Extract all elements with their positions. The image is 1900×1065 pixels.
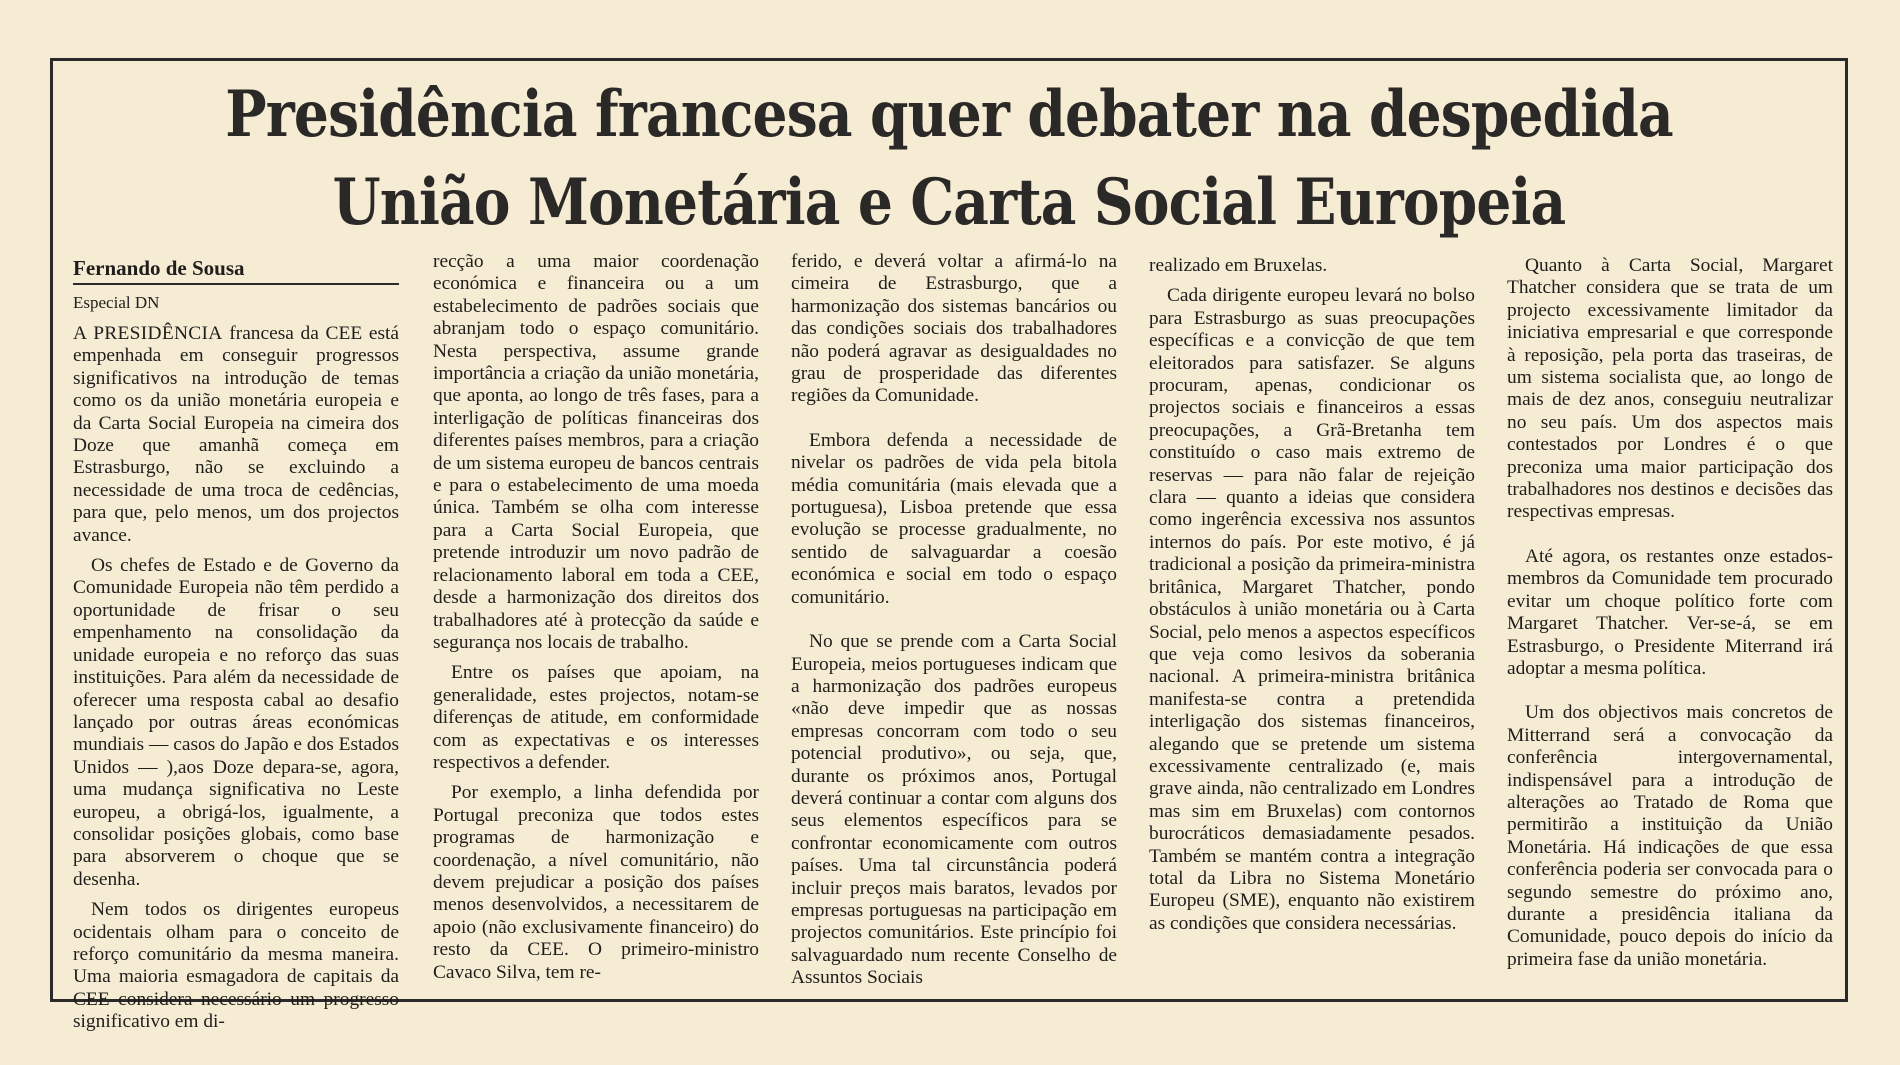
paragraph: ferido, e deverá voltar a afirmá-lo na cimeira de Estrasburgo, que a harmonização dos sistemas bancários ou das condições sociais dos trabalhadores não poderá agravar as desigualdades no grau de prosperidade das diferentes regiões da Comunidade.	[791, 251, 1117, 407]
column-4	[1149, 255, 1475, 995]
column-3	[791, 251, 1117, 991]
lead-caps: A PRESIDÊNCIA	[73, 323, 223, 344]
paragraph: Nem todos os dirigentes europeus ocidentais olham para o conceito de reforço comunitário da mesma maneira. Uma maioria esmagadora de capitais da CEE considera necessário um progresso significativo em di-	[73, 899, 399, 1033]
paragraph: Entre os países que apoiam, na generalidade, estes projectos, notam-se diferenças de atitude, em conformidade com as expectativas e os interesses respectivos a defender.	[433, 662, 759, 773]
column-2	[433, 251, 759, 991]
headline-line-1: Presidência francesa quer debater na despedida	[225, 77, 1673, 152]
paragraph: Embora defenda a necessidade de nivelar os padrões de vida pela bitola média comunitária (mais elevada que a portuguesa), Lisboa pretende que essa evolução se processe gradualmente, no sentido de salvaguardar a coesão económica e social em todo o espaço comunitário.	[791, 429, 1117, 608]
headline	[178, 71, 1719, 247]
paragraph: Os chefes de Estado e de Governo da Comunidade Europeia não têm perdido a oportunidade de frisar o seu empenhamento na consolidação da unidade europeia e no reforço das suas instituições. Para além da necessidade de oferecer uma resposta cabal ao desafio lançado por outras áreas económicas mundiais — casos do Japão e dos Estados Unidos — ),aos Doze depara-se, agora, uma mudança significativa no Leste europeu, a obrigá-los, igualmente, a consolidar posições globais, como base para absorverem o choque que se desenha.	[73, 555, 399, 890]
column-1	[73, 255, 399, 1033]
paragraph	[73, 323, 399, 547]
paragraph-text: francesa da CEE está empenhada em conseguir progressos significativos na introdução de temas como os da união monetária europeia e da Carta Social Europeia na cimeira dos Doze que amanhã começa em Estrasburgo, não se excluindo a necessidade de uma troca de cedências, para que, pelo menos, um dos projectos avance.	[73, 323, 399, 546]
newspaper-clipping	[50, 58, 1848, 1033]
paragraph: Um dos objectivos mais concretos de Mitterrand será a convocação da conferência intergovernamental, indispensável para a introdução de alterações ao Tratado de Roma que permitirão a instituição da União Monetária. Há indicações de que essa conferência poderia ser convocada para o segundo semestre do próximo ano, durante a presidência italiana da Comunidade, pouco depois do início da primeira fase da união monetária.	[1507, 702, 1833, 970]
paragraph: recção a uma maior coordenação económica e financeira ou a um estabelecimento de padrões sociais que abranjam todo o espaço comunitário. Nesta perspectiva, assume grande importância a criação da união monetária, que aponta, ao longo de três fases, para a interligação de políticas financeiras dos diferentes países membros, para a criação de um sistema europeu de bancos centrais e para o estabelecimento de uma moeda única. Também se olha com interesse para a Carta Social Europeia, que pretende introduzir um novo padrão de relacionamento laboral em toda a CEE, desde a harmonização dos direitos dos trabalhadores até à protecção da saúde e segurança nos locais de trabalho.	[433, 251, 759, 653]
paragraph: Cada dirigente europeu levará no bolso para Estrasburgo as suas preocupações específicas e a convicção de que tem eleitorados para satisfazer. Se alguns procuram, apenas, condicionar os projectos sociais e financeiros a essas preocupações, a Grã-Bretanha tem constituído o caso mais extremo de reservas — para não falar de rejeição clara — quanto a ideias que considera como ingerência excessiva nos assuntos internos do país. Por este motivo, é já tradicional a posição da primeira-ministra britânica, Margaret Thatcher, pondo obstáculos à união monetária ou à Carta Social, pelo menos a aspectos específicos que veja como lesivos da soberania nacional. A primeira-ministra britânica manifesta-se contra a pretendida interligação dos sistemas financeiros, alegando que se pretende um sistema excessivamente centralizado (e, mais grave ainda, não centralizado em Londres mas sim em Bruxelas) com contornos burocráticos demasiadamente pesados. Também se mantém contra a integração total da Libra no Sistema Monetário Europeu (SME), enquanto não existirem as condições que considera necessárias.	[1149, 285, 1475, 934]
paragraph: Quanto à Carta Social, Margaret Thatcher considera que se trata de um projecto excessivamente limitador da iniciativa empresarial e que corresponde à reposição, pela porta das traseiras, de um sistema socialista que, ao longo de mais de dez anos, conseguiu neutralizar no seu país. Um dos aspectos mais contestados por Londres é o que preconiza uma maior participação dos trabalhadores nos destinos e decisões das respectivas empresas.	[1507, 255, 1833, 523]
dateline: Especial DN	[73, 293, 160, 312]
paragraph: Por exemplo, a linha defendida por Portugal preconiza que todos estes programas de harmonização e coordenação, a nível comunitário, não devem prejudicar a posição dos países menos desenvolvidos, a necessitarem de apoio (não exclusivamente financeiro) do resto da CEE. O primeiro-ministro Cavaco Silva, tem re-	[433, 782, 759, 983]
column-5	[1507, 255, 1833, 995]
byline: Fernando de Sousa	[73, 255, 399, 285]
paragraph: Até agora, os restantes onze estados-membros da Comunidade tem procurado evitar um choque político forte com Margaret Thatcher. Ver-se-á, se em Estrasburgo, o Presidente Miterrand irá adoptar a mesma política.	[1507, 545, 1833, 679]
headline-line-2: União Monetária e Carta Social Europeia	[332, 165, 1566, 240]
paragraph: realizado em Bruxelas.	[1149, 255, 1328, 276]
paragraph: No que se prende com a Carta Social Europeia, meios portugueses indicam que a harmonização dos padrões europeus «não deve impedir que as nossas empresas concorram com todo o seu potencial produtivo», ou seja, que, durante os próximos anos, Portugal deverá continuar a contar com alguns dos seus elementos específicos para se confrontar economicamente com outros países. Uma tal circunstância poderá incluir preços mais baratos, levados por empresas portuguesas na participação em projectos comunitários. Este princípio foi salvaguardado num recente Conselho de Assuntos Sociais	[791, 631, 1117, 989]
